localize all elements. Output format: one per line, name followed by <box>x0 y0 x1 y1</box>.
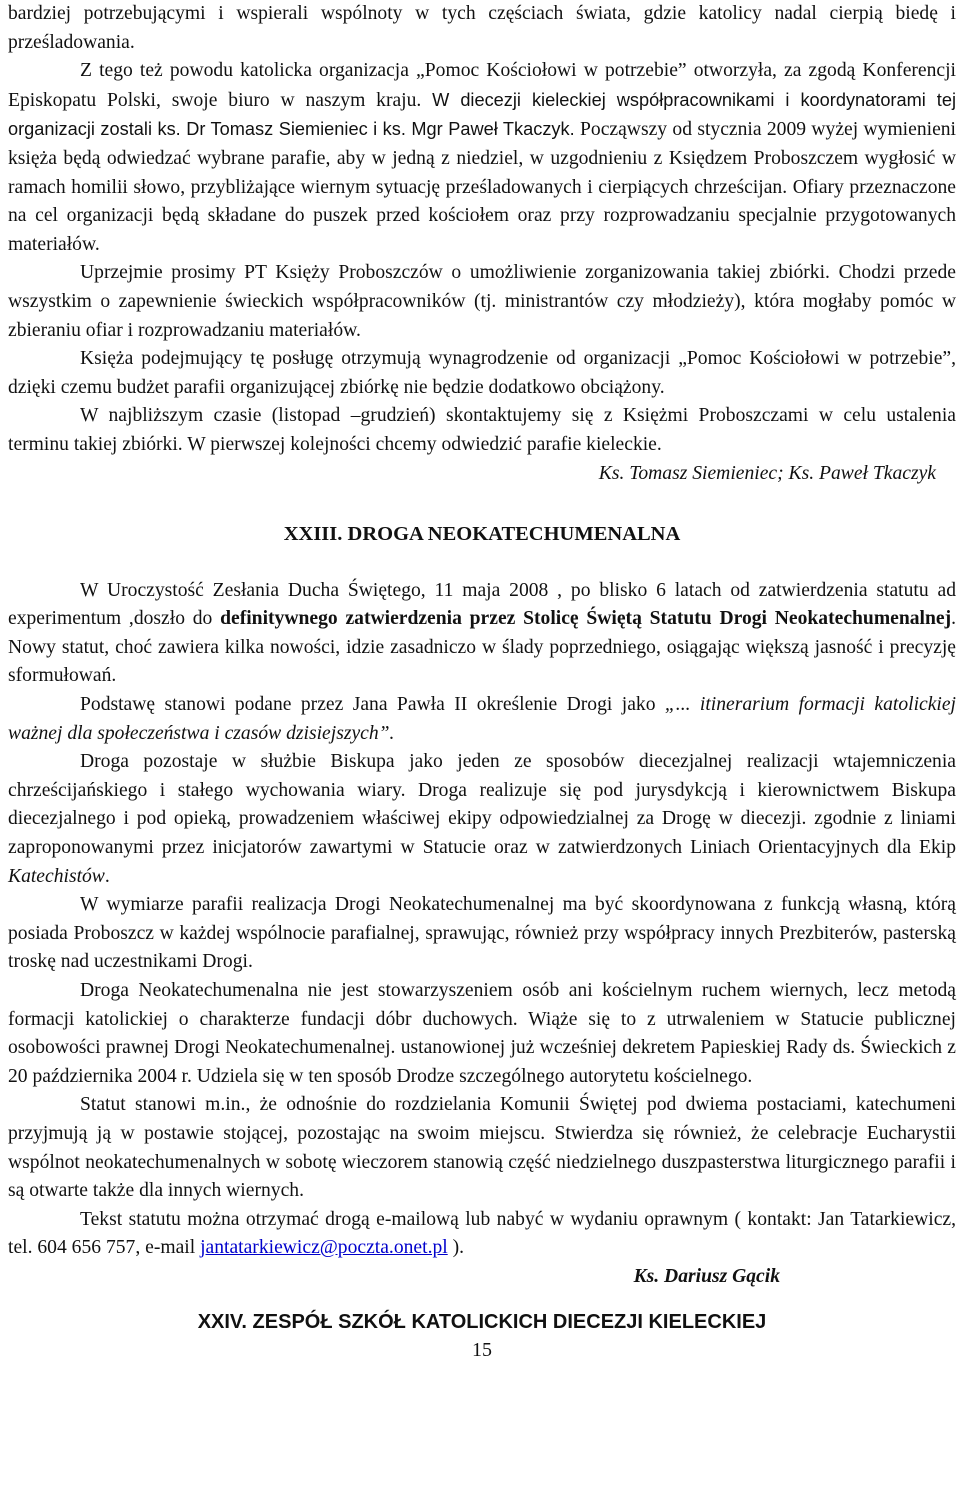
paragraph-request: Uprzejmie prosimy PT Księży Proboszczów o umożliwienie zorganizowania takiej zbiórki. Chodzi przede wszystkim o zapewnienie świeckich współpracowników (tj. ministrantów czy młodzieży), która mogłaby pomóc w zbieraniu ofiar i rozprowadzaniu materiałów. <box>8 262 956 341</box>
text-segment: Z tego też powodu katolicka organizacja „Pomoc Kościołowi w potrzebie” otworzyła, za zgodą Konferencji Episkopatu Polski, swoje biuro w naszym kraju. <box>8 60 956 111</box>
page-number: 15 <box>472 1339 492 1362</box>
paragraph-parish: W wymiarze parafii realizacja Drogi Neokatechumenalnej ma być skoordynowana z funkcją własną, którą posiada Proboszcz w każdej wspólnocie parafialnej, sprawując, również przy współpracy innych Prezbiterów, pasterską troskę nad uczestnikami Drogi. <box>8 894 956 973</box>
paragraph-text-availability <box>8 1206 956 1263</box>
text-segment: Począwszy od stycznia 2009 wyżej wymienieni księża będą odwiedzać wybrane parafie, aby w jedną z niedziel, w uzgodnieniu z Księdzem Proboszczem wygłosić w ramach homilii słowo, przybliżające wiernym sytuację prześladowanych i cierpiących chrześcijan. Ofiary przeznaczone na cel organizacji będą składane do puszek przed kościołem oraz przy rozprowadzaniu specjalnie przygotowanych materiałów. <box>8 119 957 255</box>
email-link[interactable]: jantatarkiewicz@poczta.onet.pl <box>200 1237 448 1259</box>
paragraph-statute <box>8 577 956 691</box>
text-segment: Tekst statutu można otrzymać drogą e-mailową lub nabyć w wydaniu oprawnym ( kontakt: Jan Tatarkiewicz, tel. 604 656 757, e-mail <box>8 1208 956 1259</box>
text-segment: . <box>104 865 110 887</box>
paragraph-contact: W najbliższym czasie (listopad –grudzień) skontaktujemy się z Księżmi Proboszczami w celu ustalenia terminu takiej zbiórki. W pierwszej kolejności chcemy odwiedzić parafie kieleckie. <box>8 405 956 455</box>
paragraph-intro-end: bardziej potrzebującymi i wspierali wspólnoty w tych częściach świata, gdzie katolicy nadal cierpią biedę i prześladowania. <box>8 3 956 53</box>
paragraph-remuneration: Księża podejmujący tę posługę otrzymują wynagrodzenie od organizacji „Pomoc Kościołowi w potrzebie”, dzięki czemu budżet parafii organizującej zbiórkę nie będzie dodatkowo obciążony. <box>8 348 956 398</box>
text-italic-quote: „... itinerarium formacji katolickiej ważnej dla społeczeństwa i czasów dzisiejszych”. <box>8 694 956 744</box>
document-page <box>8 0 956 1365</box>
section-heading-xxiii: XXIII. DROGA NEOKATECHUMENALNA <box>283 523 681 546</box>
text-segment: . Nowy statut, choć zawiera kilka nowości, idzie zasadniczo w ślady poprzedniego, osiągając większą jasność i precyzję sformułowań. <box>8 608 956 687</box>
text-segment: W Uroczystość Zesłania Ducha Świętego, 11 maja 2008 , po blisko 6 latach od zatwierdzenia statutu ad experimentum ,doszło do <box>8 579 956 630</box>
paragraph-basis <box>8 691 956 748</box>
signature-authors: Ks. Tomasz Siemieniec; Ks. Paweł Tkaczyk <box>598 462 936 484</box>
section-heading-xxiv: XXIV. ZESPÓŁ SZKÓŁ KATOLICKICH DIECEZJI KIELECKIEJ <box>197 1310 767 1333</box>
paragraph-bishop <box>8 748 956 891</box>
text-segment: Podstawę stanowi podane przez Jana Pawła II określenie Drogi jako <box>80 694 665 716</box>
signature-author: Ks. Dariusz Gącik <box>633 1265 780 1287</box>
text-segment: ). <box>447 1237 465 1259</box>
text-segment-sans: W diecezji kieleckiej współpracownikami i koordynatorami tej organizacji zostali ks. Dr Tomasz Siemieniec i ks. Mgr Paweł Tkaczyk. <box>8 89 956 140</box>
paragraph-organization <box>8 57 956 259</box>
text-segment: Droga pozostaje w służbie Biskupa jako jeden ze sposobów diecezjalnej realizacji wtajemniczenia chrześcijańskiego i stałego wychowania wiary. Droga realizuje się pod jurysdykcją i kierownictwem Biskupa diecezjalnego i pod opieką, prowadzeniem właściwej ekipy odpowiedzialnej za Drogę w diecezji. zgodnie z liniami zaproponowanymi przez inicjatorów zawartymi w Statucie oraz w zatwierdzonych Liniach Orientacyjnych dla Ekip <box>8 751 956 859</box>
paragraph-method: Droga Neokatechumenalna nie jest stowarzyszeniem osób ani kościelnym ruchem wiernych, lecz metodą formacji katolickiej o charakterze fundacji dóbr duchowych. Wiąże się to z utrwaleniem w Statucie publicznej osobowości prawnej Drogi Neokatechumenalnej. ustanowionej już wcześniej dekretem Papieskiej Rady ds. Świeckich z 20 października 2004 r. Udziela się w ten sposób Drodze szczególnego autorytetu kościelnego. <box>8 980 956 1087</box>
text-italic: Katechistów <box>8 865 105 887</box>
text-bold: definitywnego zatwierdzenia przez Stolicę Świętą Statutu Drogi Neokatechumenalnej <box>220 608 952 630</box>
paragraph-communion: Statut stanowi m.in., że odnośnie do rozdzielania Komunii Świętej pod dwiema postaciami, katechumeni przyjmują ją w postawie stojącej, pozostając na swoim miejscu. Stwierdza się również, że celebracje Eucharystii wspólnot neokatechumenalnych w sobotę wieczorem stanowią część niedzielnego duszpasterstwa liturgicznego parafii i są otwarte także dla innych wiernych. <box>8 1094 956 1202</box>
